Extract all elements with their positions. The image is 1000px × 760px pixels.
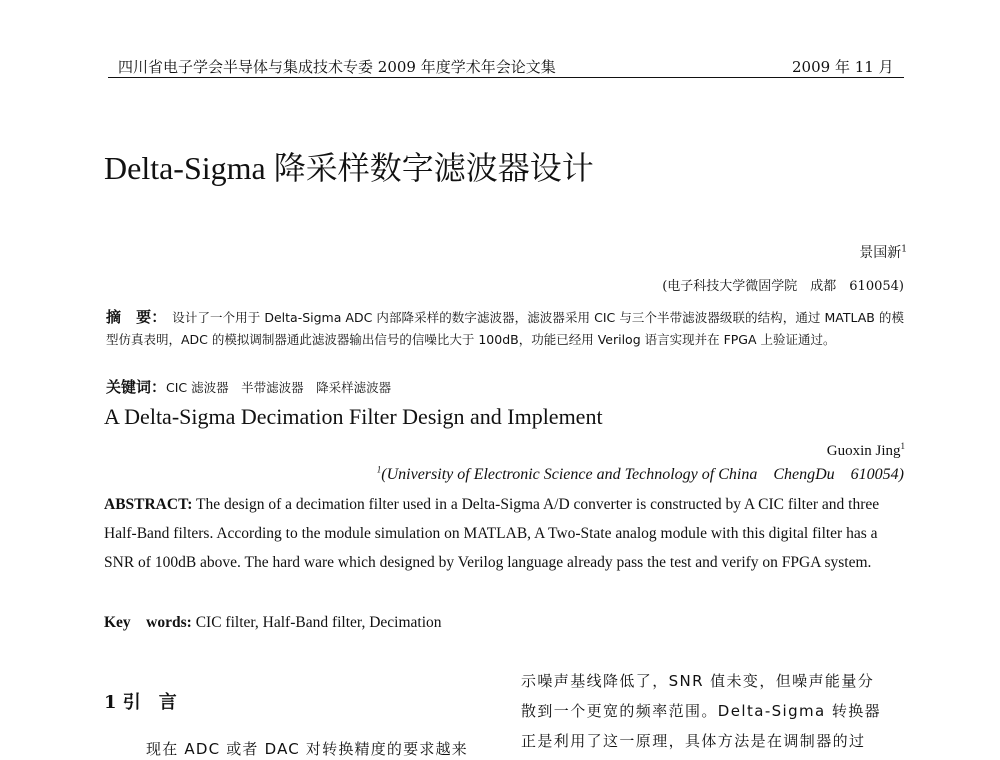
english-abstract-label: ABSTRACT: [104,496,193,513]
paper-title: Delta-Sigma 降采样数字滤波器设计 [104,150,594,186]
affiliation: (电子科技大学微固学院 成都 610054) [662,279,904,294]
english-title: A Delta-Sigma Decimation Filter Design and Implement [104,404,603,429]
english-abstract [104,490,904,577]
english-affiliation-mark: 1 [376,464,382,475]
abstract-label: 摘 要： [106,308,167,326]
english-affiliation-text: (University of Electronic Science and Technology of China ChengDu 610054) [381,466,904,483]
section-heading: 1 引 言 [104,692,177,713]
english-affiliation [377,461,904,484]
body-text-line: 示噪声基线降低了，SNR 值未变，但噪声能量分 [521,672,875,690]
english-keywords-label: Key words: [104,614,192,631]
author [859,242,907,262]
english-author-mark: 1 [900,441,905,451]
english-author-name: Guoxin Jing [826,443,901,459]
keywords-label: 关键词： [106,378,167,396]
chinese-abstract [106,306,904,351]
body-text-line: 散到一个更宽的频率范围。Delta-Sigma 转换器 [521,702,882,720]
author-mark: 1 [901,244,907,255]
body-text-line: 现在 ADC 或者 DAC 对转换精度的要求越来 [146,740,468,758]
english-keywords [104,610,442,632]
chinese-keywords [106,376,904,399]
header-rule [108,77,904,78]
author-name: 景国新 [859,245,902,261]
running-header-date: 2009 年 11 月 [792,58,894,76]
running-header-left: 四川省电子学会半导体与集成技术专委 2009 年度学术年会论文集 [118,58,556,76]
keywords-text: CIC 滤波器 半带滤波器 降采样滤波器 [166,380,392,395]
abstract-text: 设计了一个用于 Delta-Sigma ADC 内部降采样的数字滤波器，滤波器采用 CIC 与三个半带滤波器级联的结构，通过 MATLAB 的模型仿真表明，ADC 的模拟调制器通此滤波器输出信号的信噪比大于 100dB，功能已经用 Verilog 语言实现并在 FPGA 上验证通过。 [106,310,904,347]
english-keywords-text: CIC filter, Half-Band filter, Decimation [195,614,442,631]
english-author [827,441,905,460]
english-abstract-text: The design of a decimation filter used in a Delta-Sigma A/D converter is constructed by A CIC filter and three Half-Band filters. According to the module simulation on MATLAB, A Two-State analog module with this digital filter has a SNR of 100dB above. The hard ware which designed by Verilog language already pass the test and verify on FPGA system. [104,496,880,571]
body-text-line: 正是利用了这一原理，具体方法是在调制器的过 [521,732,866,750]
